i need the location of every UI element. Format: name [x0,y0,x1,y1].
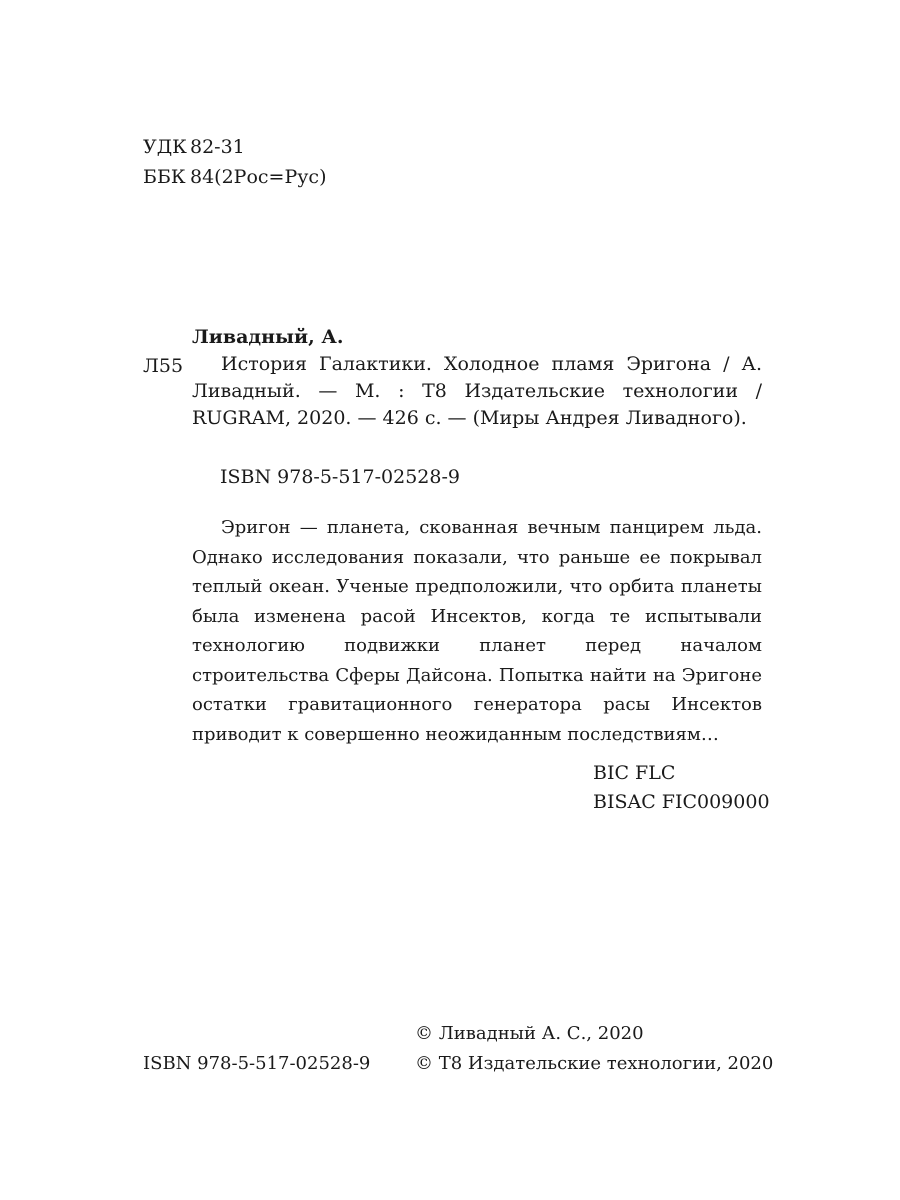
copyright-author: © Ливадный А. С., 2020 [415,1023,644,1044]
bic-code: BIC FLC [593,762,676,784]
author-heading: Ливадный, А. [192,326,344,348]
bbk-value: 84(2Рос=Рус) [190,166,327,188]
bbk-label: ББК [143,166,186,188]
udk-value: 82-31 [190,136,245,158]
copyright-block [415,1019,773,1079]
classification-codes [143,132,326,192]
author-mark: Л55 [143,355,184,377]
copyright-publisher: © T8 Издательские технологии, 2020 [415,1053,774,1074]
isbn-record: ISBN 978-5-517-02528-9 [220,466,460,488]
udk-row [143,132,326,162]
subject-codes [593,759,770,817]
bibliographic-text: История Галактики. Холодное пламя Эригона / А. Ливадный. — М. : T8 Издательские технологии / RUGRAM, 2020. — 426 с. — (Миры Андрея Ливадного). [192,353,762,429]
udk-label: УДК [143,136,187,158]
bibliographic-description [192,351,762,432]
annotation [192,513,762,749]
annotation-text: Эригон — планета, скованная вечным панцирем льда. Однако исследования показали, что раньше ее покрывал теплый океан. Ученые предположили, что орбита планеты была изменена расой Инсектов, когда те испытывали технологию подвижки планет перед началом строительства Сферы Дайсона. Попытка найти на Эригоне остатки гравитационного генератора расы Инсектов приводит к совершенно неожиданным последствиям… [192,517,762,745]
bisac-code: BISAC FIC009000 [593,791,770,813]
isbn-footer: ISBN 978-5-517-02528-9 [143,1053,371,1074]
bbk-row [143,162,326,192]
